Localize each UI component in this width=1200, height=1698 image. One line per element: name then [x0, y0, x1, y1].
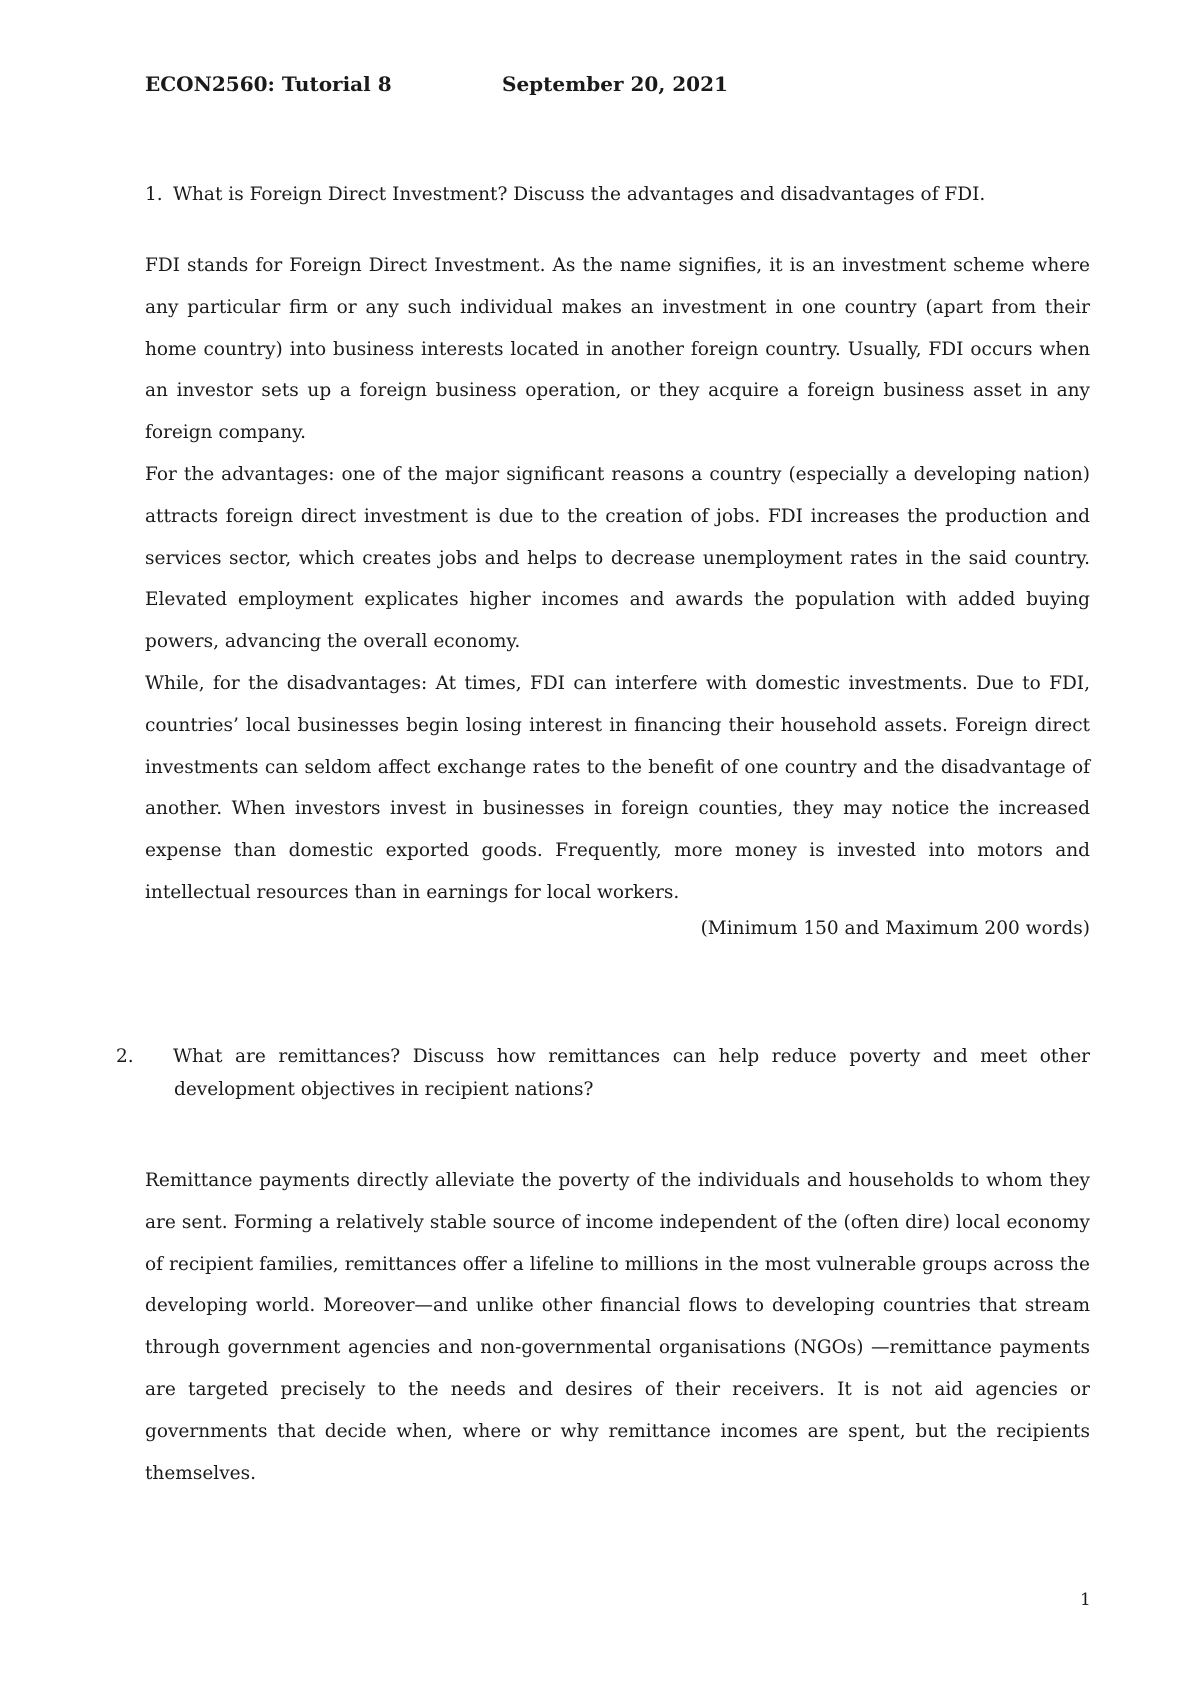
course-title: ECON2560: Tutorial 8 [145, 72, 392, 96]
answer-1 [145, 245, 1090, 914]
question-1-number: 1. [145, 184, 163, 205]
question-2-text: What are remittances? Discuss how remittances can help reduce poverty and meet other development objectives in recipient nations? [173, 1046, 1090, 1100]
question-1-text: What is Foreign Direct Investment? Discuss the advantages and disadvantages of FDI. [173, 184, 986, 205]
answer-1-paragraph-disadvantages: While, for the disadvantages: At times, FDI can interfere with domestic investments. Due to FDI, countries’ local businesses begin losing interest in financing their household assets. Foreign direct investments can seldom affect exchange rates to the benefit of one country and the disadvantage of another. When investors invest in businesses in foreign counties, they may notice the increased expense than domestic exported goods. Frequently, more money is invested into motors and intellectual resources than in earnings for local workers. [145, 672, 1090, 903]
header-date: September 20, 2021 [502, 72, 728, 96]
answer-1-paragraph-definition: FDI stands for Foreign Direct Investment. As the name signifies, it is an investment scheme where any particular firm or any such individual makes an investment in one country (apart from their home country) into business interests located in another foreign country. Usually, FDI occurs when an investor sets up a foreign business operation, or they acquire a foreign business asset in any foreign company. [145, 255, 1090, 444]
answer-2 [145, 1160, 1090, 1494]
question-2-number: 2. [116, 1046, 134, 1067]
word-limit-note: (Minimum 150 and Maximum 200 words) [700, 918, 1090, 939]
question-1 [145, 178, 1090, 211]
page-number: 1 [1080, 1590, 1091, 1610]
answer-1-paragraph-advantages: For the advantages: one of the major significant reasons a country (especially a developing nation) attracts foreign direct investment is due to the creation of jobs. FDI increases the production and services sector, which creates jobs and helps to decrease unemployment rates in the said country. Elevated employment explicates higher incomes and awards the population with added buying powers, advancing the overall economy. [145, 463, 1090, 653]
question-2 [116, 1040, 1090, 1106]
answer-2-paragraph: Remittance payments directly alleviate the poverty of the individuals and households to whom they are sent. Forming a relatively stable source of income independent of the (often dire) local economy of recipient families, remittances offer a lifeline to millions in the most vulnerable groups across the developing world. Moreover—and unlike other financial flows to developing countries that stream through government agencies and non-governmental organisations (NGOs) —remittance payments are targeted precisely to the needs and desires of their receivers. It is not aid agencies or governments that decide when, where or why remittance incomes are spent, but the recipients themselves. [145, 1170, 1090, 1484]
